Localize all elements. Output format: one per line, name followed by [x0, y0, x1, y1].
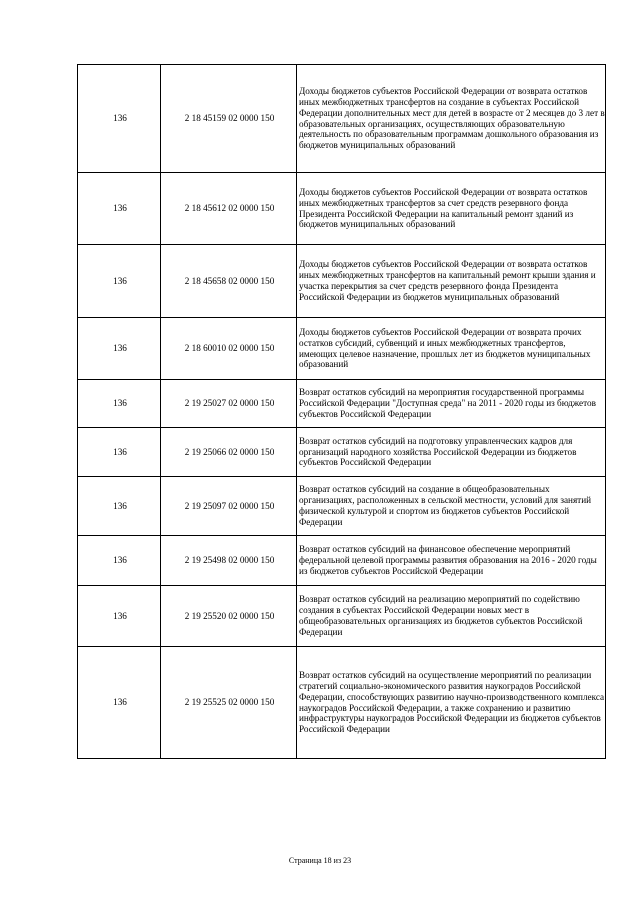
- admin-code-cell: 136: [78, 318, 161, 380]
- revenue-name-cell: Доходы бюджетов субъектов Российской Федерации от возврата остатков иных межбюджетных трансфертов за счет средств резервного фонда Президента Российской Федерации на капитальный ремонт зданий из бюджетов муниципальных образований: [297, 173, 606, 245]
- table-body: [78, 65, 606, 759]
- revenue-name-cell: Возврат остатков субсидий на мероприятия государственной программы Российской Федерации "Доступная среда" на 2011 - 2020 годы из бюджетов субъектов Российской Федерации: [297, 380, 606, 428]
- table-row: [78, 65, 606, 173]
- admin-code-cell: 136: [78, 536, 161, 586]
- table-row: [78, 428, 606, 477]
- table-row: [78, 173, 606, 245]
- budget-classification-table: [77, 64, 606, 759]
- revenue-name-cell: Возврат остатков субсидий на создание в общеобразовательных организациях, расположенных в сельской местности, условий для занятий физической культурой и спортом из бюджетов субъектов Российской Федерации: [297, 477, 606, 536]
- table-row: [78, 245, 606, 318]
- revenue-code-cell: 2 19 25027 02 0000 150: [161, 380, 297, 428]
- revenue-name-cell: Возврат остатков субсидий на осуществление мероприятий по реализации стратегий социально-экономического развития наукоградов Российской Федерации, способствующих развитию научно-производственного комплекса наукоградов Российской Федерации, а также сохранению и развитию инфраструктуры наукоградов Российской Федерации из бюджетов субъектов Российской Федерации: [297, 647, 606, 759]
- revenue-code-cell: 2 18 45612 02 0000 150: [161, 173, 297, 245]
- admin-code-cell: 136: [78, 428, 161, 477]
- admin-code-cell: 136: [78, 245, 161, 318]
- revenue-code-cell: 2 19 25525 02 0000 150: [161, 647, 297, 759]
- revenue-name-cell: Доходы бюджетов субъектов Российской Федерации от возврата остатков иных межбюджетных трансфертов на капитальный ремонт крыши здания и участка перекрытия за счет средств резервного фонда Президента Российской Федерации из бюджетов муниципальных образований: [297, 245, 606, 318]
- table-row: [78, 586, 606, 647]
- admin-code-cell: 136: [78, 586, 161, 647]
- revenue-name-cell: Возврат остатков субсидий на финансовое обеспечение мероприятий федеральной целевой программы развития образования на 2016 - 2020 годы из бюджетов субъектов Российской Федерации: [297, 536, 606, 586]
- table-row: [78, 380, 606, 428]
- revenue-code-cell: 2 19 25520 02 0000 150: [161, 586, 297, 647]
- admin-code-cell: 136: [78, 173, 161, 245]
- revenue-name-cell: Возврат остатков субсидий на подготовку управленческих кадров для организаций народного хозяйства Российской Федерации из бюджетов субъектов Российской Федерации: [297, 428, 606, 477]
- admin-code-cell: 136: [78, 647, 161, 759]
- revenue-code-cell: 2 19 25097 02 0000 150: [161, 477, 297, 536]
- revenue-name-cell: Доходы бюджетов субъектов Российской Федерации от возврата остатков иных межбюджетных трансфертов на создание в субъектах Российской Федерации дополнительных мест для детей в возрасте от 2 месяцев до 3 лет в образовательных организациях, осуществляющих образовательную деятельность по образовательным программам дошкольного образования из бюджетов муниципальных образований: [297, 65, 606, 173]
- revenue-code-cell: 2 18 60010 02 0000 150: [161, 318, 297, 380]
- table-row: [78, 477, 606, 536]
- revenue-code-cell: 2 19 25066 02 0000 150: [161, 428, 297, 477]
- revenue-code-cell: 2 18 45658 02 0000 150: [161, 245, 297, 318]
- page-number-footer: Страница 18 из 23: [288, 856, 352, 865]
- revenue-code-cell: 2 19 25498 02 0000 150: [161, 536, 297, 586]
- admin-code-cell: 136: [78, 380, 161, 428]
- table-row: [78, 536, 606, 586]
- revenue-name-cell: Доходы бюджетов субъектов Российской Федерации от возврата прочих остатков субсидий, субвенций и иных межбюджетных трансфертов, имеющих целевое назначение, прошлых лет из бюджетов муниципальных образований: [297, 318, 606, 380]
- admin-code-cell: 136: [78, 65, 161, 173]
- table-row: [78, 647, 606, 759]
- table-row: [78, 318, 606, 380]
- admin-code-cell: 136: [78, 477, 161, 536]
- revenue-name-cell: Возврат остатков субсидий на реализацию мероприятий по содействию создания в субъектах Российской Федерации новых мест в общеобразовательных организациях из бюджетов субъектов Российской Федерации: [297, 586, 606, 647]
- revenue-code-cell: 2 18 45159 02 0000 150: [161, 65, 297, 173]
